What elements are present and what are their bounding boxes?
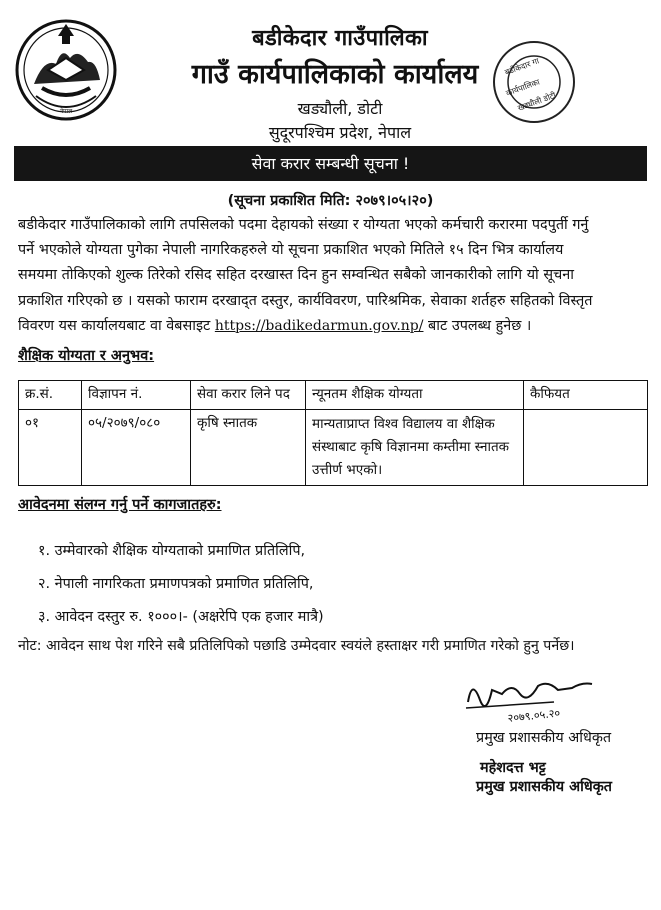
note-text: नोट: आवेदन साथ पेश गरिने सबै प्रतिलिपिको पछाडि उम्मेदवार स्वयंले हस्ताक्षर गरी प्रमाणित गरेको हुनु पर्नेछ। [18, 638, 575, 654]
col-header: विज्ञापन नं. [82, 381, 191, 410]
signatory-stamp-title: प्रमुख प्रशासकीय अधिकृत [476, 779, 612, 795]
list-item: ३. आवेदन दस्तुर रु. १०००।- (अक्षरेपि एक हजार मात्रै) [38, 609, 324, 625]
publish-date: (सूचना प्रकाशित मिति: २०७९।०५।२०) [227, 193, 434, 209]
list-item: २. नेपाली नागरिकता प्रमाणपत्रको प्रमाणित प्रतिलिपि, [38, 576, 314, 592]
signature-date: २०७९.०५.२० [506, 706, 561, 725]
body-line: बडीकेदार गाउँपालिकाको लागि तपसिलको पदमा देहायको संख्या र योग्यता भएको कर्मचारी करारमा पदपुर्ती गर्नु [18, 217, 589, 233]
org-name: बडीकेदार गाउँपालिका [252, 26, 428, 51]
svg-text:कार्यपालिका: कार्यपालिका [504, 77, 541, 98]
website-link[interactable]: https://badikedarmun.gov.np/ [214, 317, 424, 334]
cell-min-qualification: मान्यताप्राप्त विश्व विद्यालय वा शैक्षिक संस्थाबाट कृषि विज्ञानमा कम्तीमा स्नातक उत्तीर्ण भएको। [306, 410, 524, 486]
office-stamp-icon [488, 36, 580, 128]
svg-text:खड्यौली डोटी: खड्यौली डोटी [516, 90, 558, 113]
svg-text:नेपाल: नेपाल [59, 108, 73, 115]
body-line: प्रकाशित गरिएको छ । यसको फाराम दरखाद्त दस्तुर, कार्यविवरण, पारिश्रमिक, सेवाका शर्तहरु सहितको विस्तृत [18, 292, 593, 309]
col-header: सेवा करार लिने पद [191, 381, 306, 410]
body-line: पर्ने भएकोले योग्यता पुगेका नेपाली नागरिकहरुले यो सूचना प्रकाशित भएको मितिले १५ दिन भित्र कार्यालय [18, 242, 564, 259]
body-text: विवरण यस कार्यालयबाट वा वेबसाइट [18, 317, 215, 334]
table-header-row [19, 381, 648, 410]
signatory-name: महेशदत्त भट्ट [480, 760, 546, 776]
cell-adv-no: ०५/२०७९/०८० [82, 410, 191, 486]
cell-remarks [524, 410, 648, 486]
col-header: न्यूनतम शैक्षिक योग्यता [306, 381, 524, 410]
notice-body [18, 213, 648, 339]
signature-icon [462, 672, 612, 730]
svg-text:बडीकेदार गा: बडीकेदार गा [503, 56, 541, 78]
cell-sn: ०१ [19, 410, 82, 486]
body-text: बाट उपलब्ध हुनेछ । [423, 317, 532, 334]
office-name: गाउँ कार्यपालिकाको कार्यालय [191, 59, 479, 90]
qualification-table [18, 380, 648, 486]
documents-title: आवेदनमा संलग्न गर्नु पर्ने कागजातहरु: [18, 497, 222, 513]
office-province: सुदूरपश्चिम प्रदेश, नेपाल [268, 123, 412, 142]
notice-banner: सेवा करार सम्बन्धी सूचना ! [14, 146, 647, 181]
table-row [19, 410, 648, 486]
qualification-title: शैक्षिक योग्यता र अनुभव: [18, 348, 155, 364]
cell-post: कृषि स्नातक [191, 410, 306, 486]
office-location: खड्यौली, डोटी [297, 99, 383, 118]
documents-list [38, 535, 618, 634]
signatory-title: प्रमुख प्रशासकीय अधिकृत [476, 730, 612, 746]
col-header: कैफियत [524, 381, 648, 410]
col-header: क्र.सं. [19, 381, 82, 410]
list-item: १. उम्मेवारको शैक्षिक योग्यताको प्रमाणित प्रतिलिपि, [38, 543, 306, 559]
body-line: समयमा तोकिएको शुल्क तिरेको रसिद सहित दरखास्त दिन हुन सम्वन्धित सबैको जानकारीको लागि यो सूचना [18, 267, 574, 284]
nepal-emblem-icon [14, 18, 118, 122]
body-line [18, 314, 648, 339]
